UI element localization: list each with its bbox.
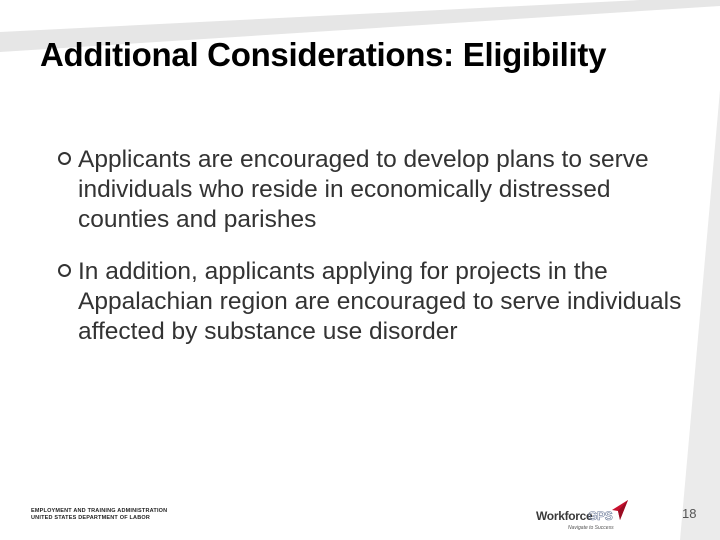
circle-bullet-icon [58,152,71,165]
gps-arrow-icon [606,498,630,522]
bullet-text: Applicants are encouraged to develop plans to serve individuals who reside in economically distressed counties and parishes [78,146,649,233]
dol-logo-line2: UNITED STATES DEPARTMENT OF LABOR [31,515,151,521]
dol-eta-logo [31,508,167,522]
circle-bullet-icon [58,264,71,277]
bullet-item [58,257,698,347]
workforcegps-logo [536,498,636,532]
bullet-item [58,145,698,235]
bullet-list [58,145,698,369]
workforcegps-logo-text: Workforce [536,509,593,523]
page-number: 18 [682,506,697,521]
workforcegps-tagline: Navigate to Success [568,525,614,531]
dol-logo-line1: EMPLOYMENT AND TRAINING ADMINISTRATION [31,508,168,514]
workforcegps-logo-suffix: GPS [588,509,613,523]
bullet-text: In addition, applicants applying for projects in the Appalachian region are encouraged to serve individuals affected by substance use disorder [78,258,682,345]
slide-title: Additional Considerations: Eligibility [40,36,607,73]
